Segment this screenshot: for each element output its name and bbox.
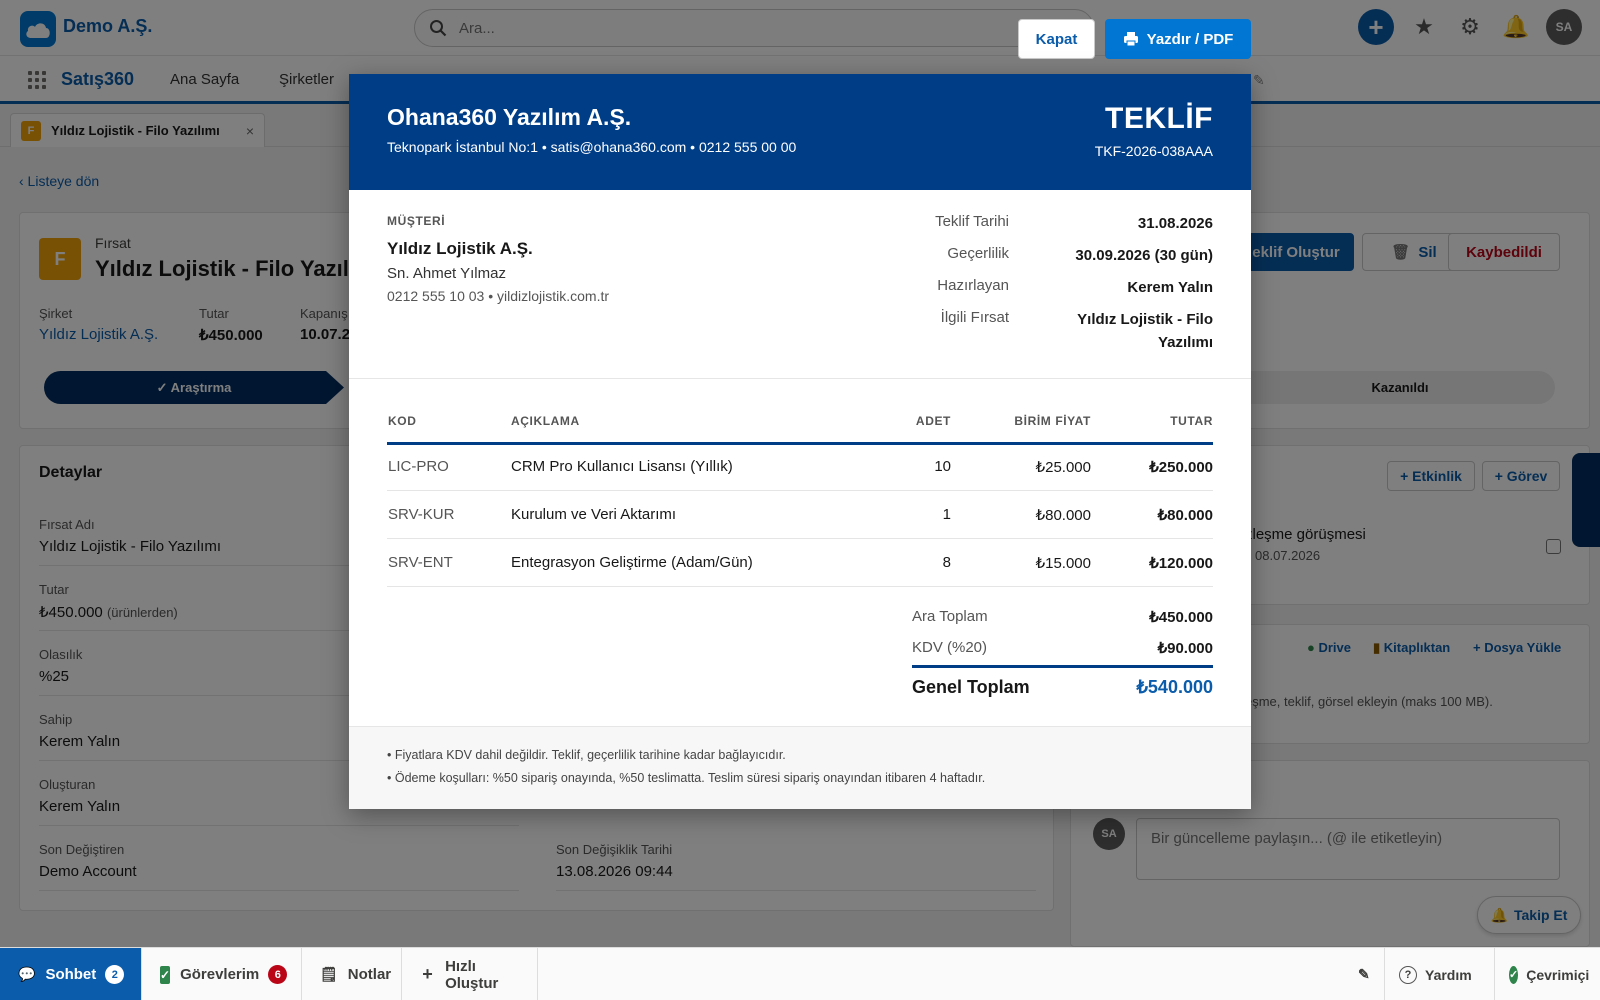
line-description: Entegrasyon Geliştirme (Adam/Gün) xyxy=(511,554,753,571)
customer-section-label: MÜŞTERİ xyxy=(387,214,446,228)
meta-value-date: 31.08.2026 xyxy=(1137,215,1213,232)
utility-bar xyxy=(0,947,1600,1000)
meta-value-opportunity: Yıldız Lojistik - Filo Yazılımı xyxy=(1077,311,1213,351)
col-header-qty: ADET xyxy=(915,414,951,428)
vat-value: ₺90.000 xyxy=(1157,640,1213,657)
grand-total-value: ₺540.000 xyxy=(1136,677,1213,697)
help-icon: ? xyxy=(1399,966,1417,984)
utility-help[interactable]: ? Yardım xyxy=(1384,948,1494,1000)
customer-name: Yıldız Lojistik A.Ş. xyxy=(387,239,533,258)
chat-badge: 2 xyxy=(105,965,124,984)
note-icon: 🗒 xyxy=(320,966,338,982)
subtotal-value: ₺450.000 xyxy=(1149,609,1213,626)
quote-notes xyxy=(349,726,1251,809)
customer-phone-web: 0212 555 10 03 • yildizlojistik.com.tr xyxy=(387,288,610,304)
grand-total-rule xyxy=(912,665,1213,668)
row-divider xyxy=(387,586,1213,587)
col-header-unit-price: BİRİM FİYAT xyxy=(1014,414,1091,428)
line-qty: 10 xyxy=(934,458,951,475)
line-qty: 8 xyxy=(942,554,951,571)
meta-label-preparer: Hazırlayan xyxy=(937,277,1009,294)
table-header-rule xyxy=(387,442,1213,445)
meta-label-date: Teklif Tarihi xyxy=(935,213,1009,230)
row-divider xyxy=(387,490,1213,491)
row-divider xyxy=(387,538,1213,539)
line-total: ₺120.000 xyxy=(1149,555,1213,572)
subtotal-label: Ara Toplam xyxy=(912,608,988,625)
pencil-icon[interactable]: ✎ xyxy=(1358,966,1370,982)
line-description: Kurulum ve Veri Aktarımı xyxy=(511,506,677,523)
seller-company: Ohana360 Yazılım A.Ş. xyxy=(387,104,632,130)
line-unit-price: ₺80.000 xyxy=(1035,507,1091,524)
line-description: CRM Pro Kullanıcı Lisansı (Yıllık) xyxy=(511,458,733,475)
line-unit-price: ₺15.000 xyxy=(1035,555,1091,572)
meta-label-opportunity: İlgili Fırsat xyxy=(940,309,1009,326)
print-label: Yazdır / PDF xyxy=(1146,30,1234,48)
line-unit-price: ₺25.000 xyxy=(1035,459,1091,476)
line-code: SRV-KUR xyxy=(388,506,455,523)
vat-label: KDV (%20) xyxy=(912,639,988,656)
note-line: • Fiyatlara KDV dahil değildir. Teklif, geçerlilik tarihine kadar bağlayıcıdır. xyxy=(387,748,786,762)
quote-preview-modal xyxy=(349,74,1251,809)
meta-label-validity: Geçerlilik xyxy=(947,245,1009,262)
chat-icon: 💬 xyxy=(18,966,36,982)
section-divider xyxy=(349,378,1251,379)
utility-notes[interactable]: 🗒 Notlar xyxy=(302,948,402,1000)
utility-chat[interactable]: 💬 Sohbet 2 xyxy=(0,948,142,1000)
seller-contact: Teknopark İstanbul No:1 • satis@ohana360.com • 0212 555 00 00 xyxy=(387,139,797,155)
col-header-total: TUTAR xyxy=(1170,414,1213,428)
line-qty: 1 xyxy=(942,506,951,523)
customer-contact: Sn. Ahmet Yılmaz xyxy=(387,265,506,282)
line-code: LIC-PRO xyxy=(388,458,449,475)
tasks-badge: 6 xyxy=(268,965,287,984)
online-status-icon: ✓ xyxy=(1509,966,1518,984)
plus-icon: + xyxy=(422,964,433,984)
utility-status[interactable]: ✓ Çevrimiçi xyxy=(1494,948,1600,1000)
line-code: SRV-ENT xyxy=(388,554,453,571)
utility-my-tasks[interactable]: ✓ Görevlerim 6 xyxy=(142,948,302,1000)
print-pdf-button[interactable] xyxy=(1105,19,1251,59)
utility-quick-create[interactable]: + Hızlı Oluştur xyxy=(402,948,538,1000)
meta-value-validity: 30.09.2026 (30 gün) xyxy=(1075,247,1213,264)
close-modal-button[interactable]: Kapat xyxy=(1018,19,1095,59)
grand-total-label: Genel Toplam xyxy=(912,677,1030,697)
line-total: ₺80.000 xyxy=(1157,507,1213,524)
meta-value-preparer: Kerem Yalın xyxy=(1127,279,1213,296)
note-line: • Ödeme koşulları: %50 sipariş onayında, %50 teslimatta. Teslim süresi sipariş onayından itibaren 4 haftadır. xyxy=(387,771,986,785)
col-header-description: AÇIKLAMA xyxy=(511,414,580,428)
document-type: TEKLİF xyxy=(1105,102,1213,135)
quote-number: TKF-2026-038AAA xyxy=(1094,143,1213,159)
checkbox-icon: ✓ xyxy=(160,967,171,982)
quote-header xyxy=(349,74,1251,190)
col-header-code: KOD xyxy=(388,414,417,428)
printer-icon xyxy=(1123,31,1139,47)
line-total: ₺250.000 xyxy=(1149,459,1213,476)
